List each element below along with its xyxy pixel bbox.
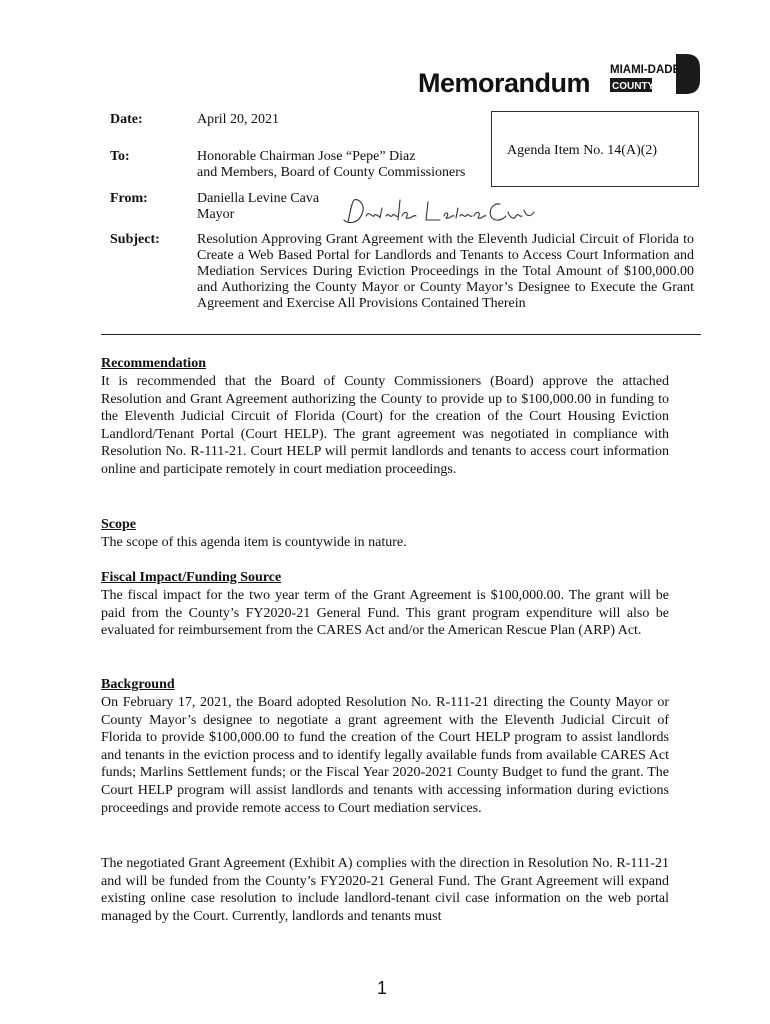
date-value: April 20, 2021: [197, 112, 280, 127]
from-title: Mayor: [197, 207, 235, 222]
subject-text: Resolution Approving Grant Agreement with the Eleventh Judicial Circuit of Florida to Create a Web Based Portal for Landlords and Tenants to Access Court Information and Mediation Services During Eviction Proceedings in the Total Amount of $100,000.00 and Authorizing the County Mayor or County Mayor’s Designee to Execute the Grant Agreement and Exercise All Provisions Contained Therein: [197, 232, 694, 311]
miami-dade-county-logo: [608, 52, 700, 96]
to-recipient-line1: Honorable Chairman Jose “Pepe” Diaz: [197, 149, 416, 164]
background-paragraph-2: The negotiated Grant Agreement (Exhibit A) complies with the direction in Resolution No. R-111-21 and will be funded from the County’s FY2020-21 General Fund. The Grant Agreement will expand existing online case resolution to include landlord-tenant civil case information on the web portal managed by the Court. Currently, landlords and tenants must: [101, 856, 669, 924]
to-recipient-line2: and Members, Board of County Commissioners: [197, 165, 466, 180]
header-divider: [101, 334, 701, 335]
logo-line1: MIAMI-DADE: [610, 64, 681, 76]
handwritten-signature: [340, 194, 540, 230]
fiscal-impact-text: The fiscal impact for the two year term of the Grant Agreement is $100,000.00. The grant will be paid from the County’s FY2020-21 General Fund. This grant program expenditure will also be evaluated for reimbursement from the CARES Act and/or the American Rescue Plan (ARP) Act.: [101, 588, 669, 639]
date-label: Date:: [110, 112, 143, 127]
to-label: To:: [110, 149, 130, 164]
page-title: Memorandum: [418, 68, 591, 98]
scope-text: The scope of this agenda item is countywide in nature.: [101, 535, 407, 550]
recommendation-text: It is recommended that the Board of County Commissioners (Board) approve the attached Resolution and Grant Agreement authorizing the County to provide up to $100,000.00 in funding to the Eleventh Judicial Circuit of Florida (Court) for the creation of the Court Housing Eviction Landlord/Tenant Portal (Court HELP). The grant agreement was negotiated in compliance with Resolution No. R-111-21. Court HELP will permit landlords and tenants to access court information online and participate remotely in court mediation proceedings.: [101, 374, 669, 477]
fiscal-impact-heading: Fiscal Impact/Funding Source: [101, 570, 282, 585]
subject-label: Subject:: [110, 232, 160, 247]
background-paragraph-1: On February 17, 2021, the Board adopted Resolution No. R-111-21 directing the County Mayor or County Mayor’s designee to negotiate a grant agreement with the Eleventh Judicial Circuit of Florida to provide $100,000.00 to fund the creation of the Court HELP program to assist landlords and tenants in the eviction process and to identify legally available funds from available CARES Act funds; Marlins Settlement funds; or the Fiscal Year 2020-2021 County Budget to fund the grant. The Court HELP program will assist landlords and tenants with accessing information during evictions proceedings and provide remote access to Court mediation services.: [101, 695, 669, 816]
logo-line2: COUNTY: [612, 81, 655, 92]
from-label: From:: [110, 191, 148, 206]
agenda-item-number: Agenda Item No. 14(A)(2): [507, 143, 658, 158]
scope-heading: Scope: [101, 517, 136, 532]
recommendation-heading: Recommendation: [101, 356, 206, 371]
background-heading: Background: [101, 677, 175, 692]
page-number: 1: [377, 978, 388, 998]
from-name: Daniella Levine Cava: [197, 191, 320, 206]
